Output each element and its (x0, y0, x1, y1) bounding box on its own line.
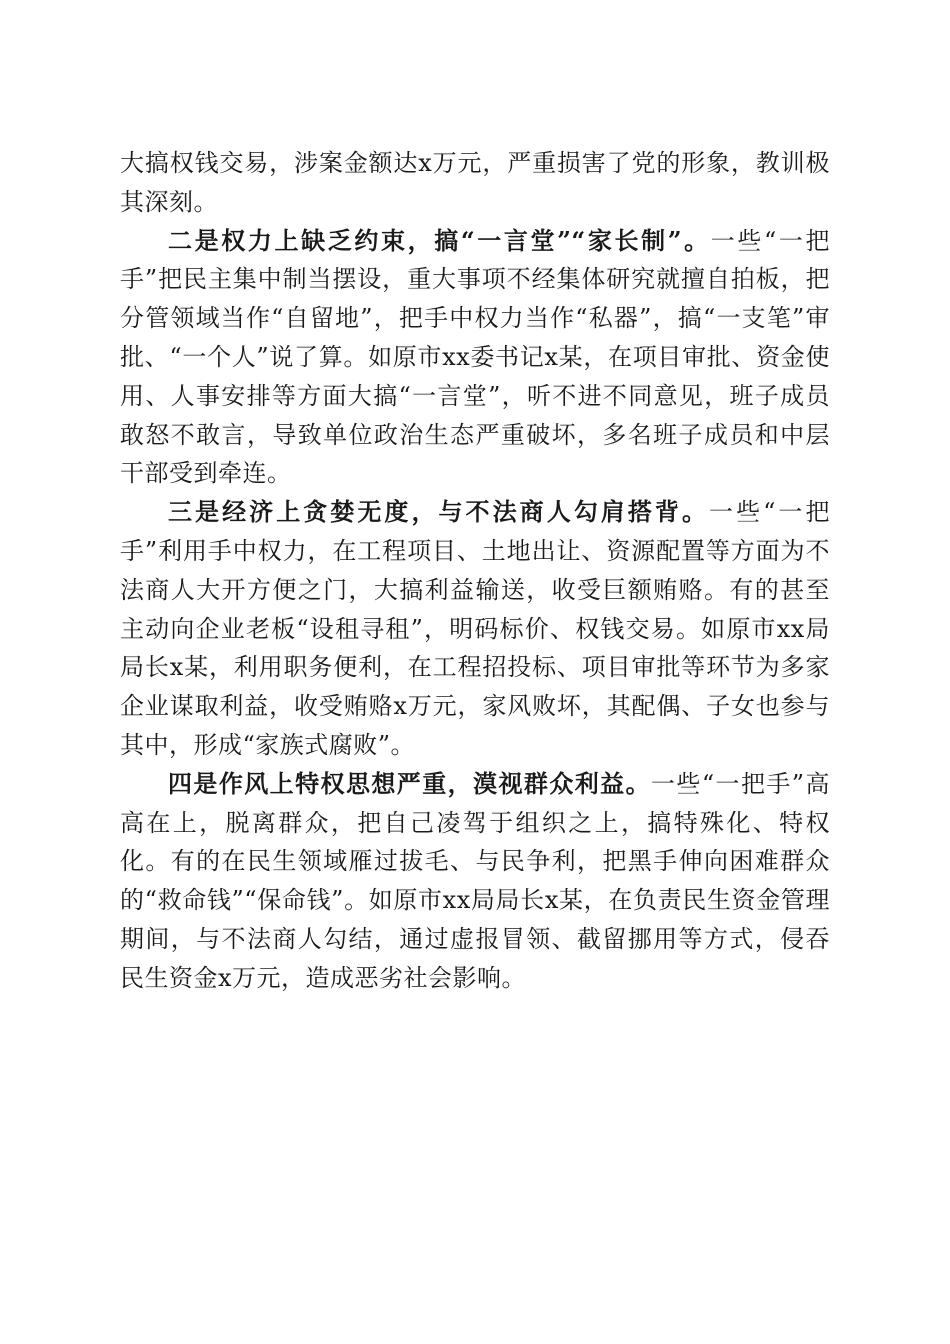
paragraph-heading: 四是作风上特权思想严重，漠视群众利益。 (168, 768, 652, 798)
paragraph-heading: 二是权力上缺乏约束，搞“一言堂”“家长制”。 (168, 225, 711, 255)
paragraph-text: 一些“一把手”把民主集中制当摆设，重大事项不经集体研究就擅自拍板，把分管领域当作“自留地”，把手中权力当作“私器”，搞“一支笔”审批、“一个人”说了算。如原市xx委书记x某，在项目审批、资金使用、人事安排等方面大搞“一言堂”，听不进不同意见，班子成员敢怒不敢言，导致单位政治生态严重破坏，多名班子成员和中层干部受到牵连。 (120, 226, 830, 488)
paragraph-point-four (120, 765, 830, 998)
paragraph-text: 一些“一把手”利用手中权力，在工程项目、土地出让、资源配置等方面为不法商人大开方便之门，大搞利益输送，收受巨额贿赂。有的甚至主动向企业老板“设租寻租”，明码标价、权钱交易。如原市xx局局长x某，利用职务便利，在工程招投标、项目审批等环节为多家企业谋取利益，收受贿赂x万元，家风败坏，其配偶、子女也参与其中，形成“家族式腐败”。 (120, 498, 830, 759)
paragraph-point-two (120, 222, 830, 494)
document-body (120, 144, 830, 998)
paragraph-point-three (120, 493, 830, 765)
paragraph-continuation (120, 144, 830, 222)
paragraph-heading: 三是经济上贪婪无度，与不法商人勾肩搭背。 (168, 497, 710, 527)
paragraph-text: 大搞权钱交易，涉案金额达x万元，严重损害了党的形象，教训极其深刻。 (120, 149, 830, 216)
paragraph-text: 一些“一把手”高高在上，脱离群众，把自己凌驾于组织之上，搞特殊化、特权化。有的在民生领域雁过拔毛、与民争利，把黑手伸向困难群众的“救命钱”“保命钱”。如原市xx局局长x某，在负责民生资金管理期间，与不法商人勾结，通过虚报冒领、截留挪用等方式，侵吞民生资金x万元，造成恶劣社会影响。 (120, 769, 831, 992)
